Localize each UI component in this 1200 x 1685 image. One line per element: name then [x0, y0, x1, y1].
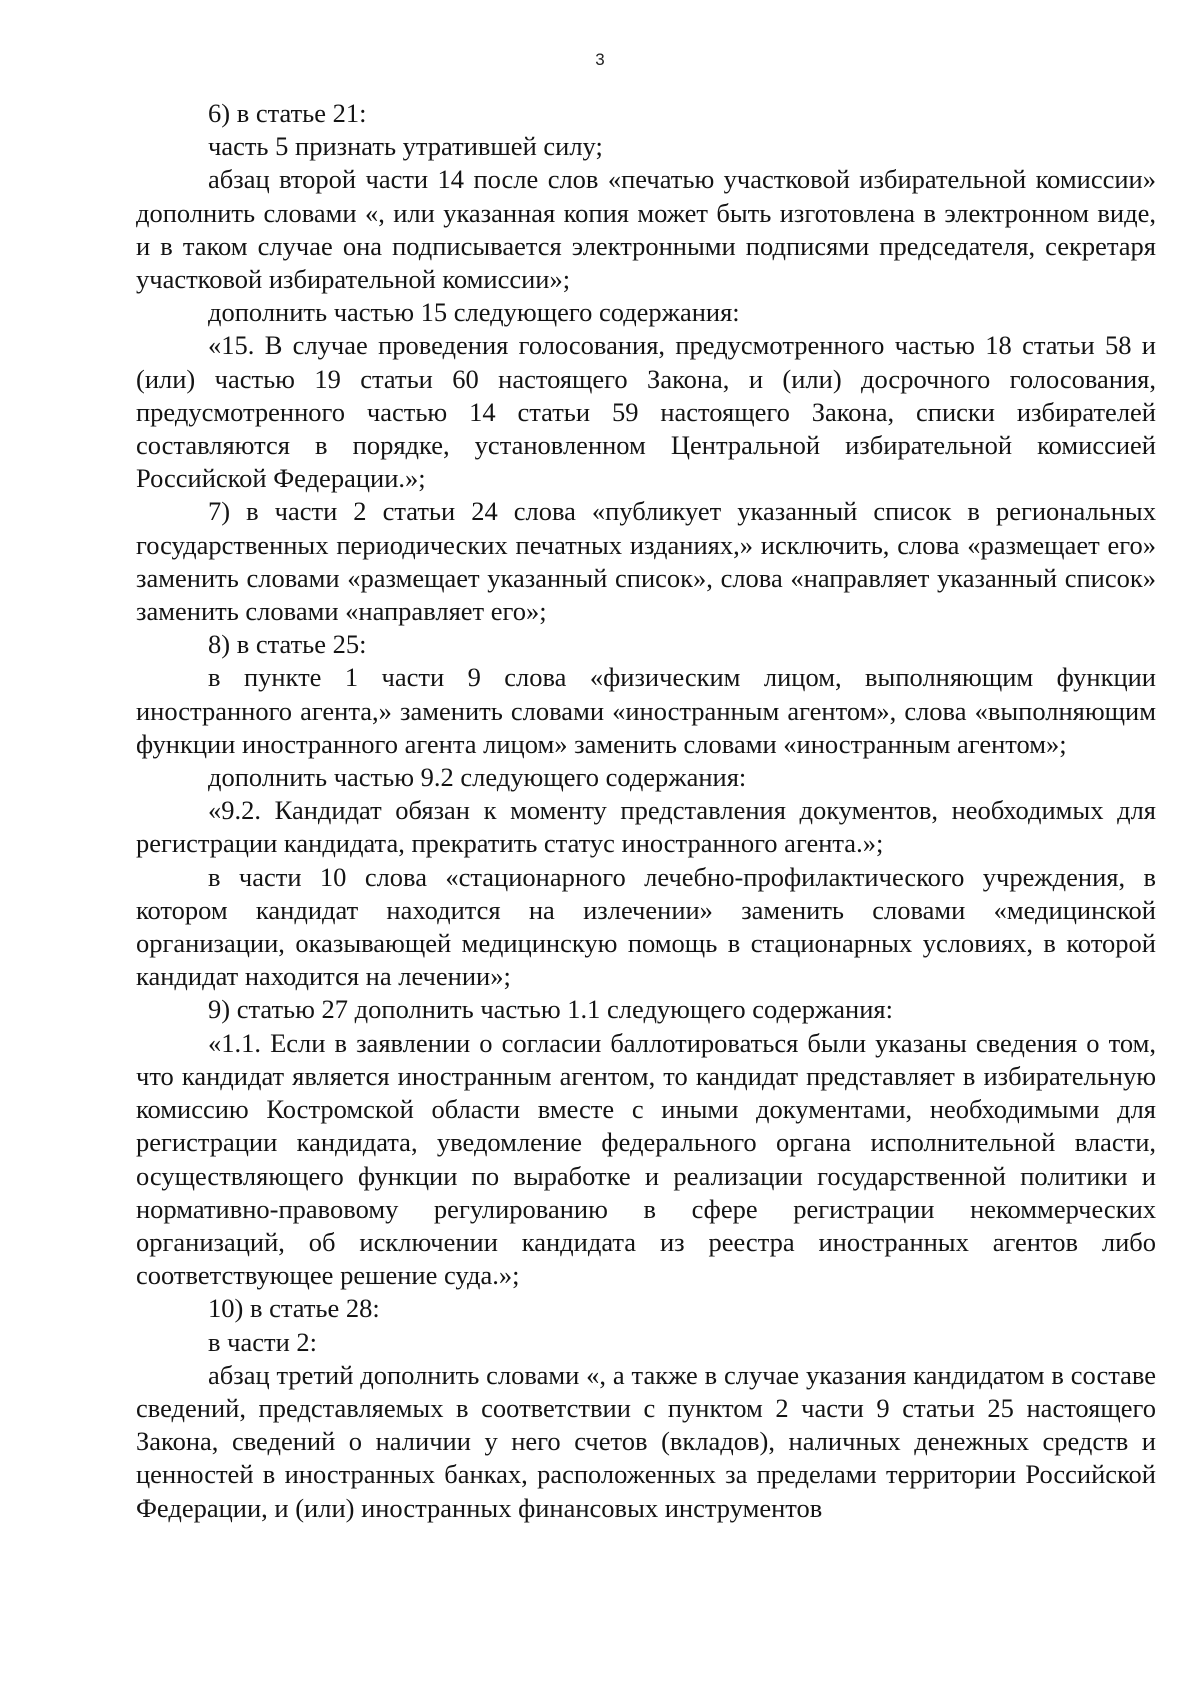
paragraph-part-5-repealed: часть 5 признать утратившей силу;: [208, 131, 603, 162]
paragraph-article-25-heading: 8) в статье 25:: [208, 629, 367, 660]
paragraph-article-24-amendment: 7) в части 2 статьи 24 слова «публикует указанный список в региональных государственных периодических печатных изданиях,» исключить, слова «размещает его» заменить словами «размещает указанный список», слова «направляет указанный список» заменить словами «направляет его»;: [136, 496, 1156, 627]
paragraph-part-10-amendment: в части 10 слова «стационарного лечебно-профилактического учреждения, в котором кандидат находится на излечении» заменить словами «медицинской организации, оказывающей медицинскую помощь в стационарных условиях, в которой кандидат находится на лечении»;: [136, 861, 1156, 992]
paragraph-add-part-9-2: дополнить частью 9.2 следующего содержания:: [208, 762, 747, 793]
page-number: 3: [595, 50, 605, 69]
paragraph-part-14-amendment: абзац второй части 14 после слов «печатью участковой избирательной комиссии» дополнить словами «, или указанная копия может быть изготовлена в электронном виде, и в таком случае она подписывается электронными подписями председателя, секретаря участковой избирательной комиссии»;: [136, 164, 1156, 295]
paragraph-part-15-text: «15. В случае проведения голосования, предусмотренного частью 18 статьи 58 и (или) частью 19 статьи 60 настоящего Закона, и (или) досрочного голосования, предусмотренного частью 14 статьи 59 настоящего Закона, списки избирателей составляются в порядке, установленном Центральной избирательной комиссией Российской Федерации.»;: [136, 330, 1156, 494]
paragraph-part-9-amendment: в пункте 1 части 9 слова «физическим лицом, выполняющим функции иностранного агента,» заменить словами «иностранным агентом», слова «выполняющим функции иностранного агента лицом» заменить словами «иностранным агентом»;: [136, 662, 1156, 759]
paragraph-part-9-2-text: «9.2. Кандидат обязан к моменту представления документов, необходимых для регистрации кандидата, прекратить статус иностранного агента.»;: [136, 795, 1156, 859]
document-body: [136, 97, 1156, 1525]
paragraph-third-indent-amendment: абзац третий дополнить словами «, а также в случае указания кандидатом в составе сведений, представляемых в соответствии с пунктом 2 части 9 статьи 25 настоящего Закона, сведений о наличии у него счетов (вкладов), наличных денежных средств и ценностей в иностранных банках, расположенных за пределами территории Российской Федерации, и (или) иностранных финансовых инструментов: [136, 1359, 1156, 1523]
paragraph-add-part-15: дополнить частью 15 следующего содержания:: [208, 297, 740, 328]
paragraph-article-28-heading: 10) в статье 28:: [208, 1293, 380, 1324]
paragraph-part-2-heading: в части 2:: [208, 1326, 317, 1357]
paragraph-part-1-1-text: «1.1. Если в заявлении о согласии баллотироваться были указаны сведения о том, что кандидат является иностранным агентом, то кандидат представляет в избирательную комиссию Костромской области вместе с иными документами, необходимыми для регистрации кандидата, уведомление федерального органа исполнительной власти, осуществляющего функции по выработке и реализации государственной политики и нормативно-правовому регулированию в сфере регистрации некоммерческих организаций, об исключении кандидата из реестра иностранных агентов либо соответствующее решение суда.»;: [136, 1027, 1156, 1291]
paragraph-article-21-heading: 6) в статье 21:: [208, 98, 367, 128]
paragraph-article-27-amendment: 9) статью 27 дополнить частью 1.1 следующего содержания:: [208, 994, 893, 1025]
